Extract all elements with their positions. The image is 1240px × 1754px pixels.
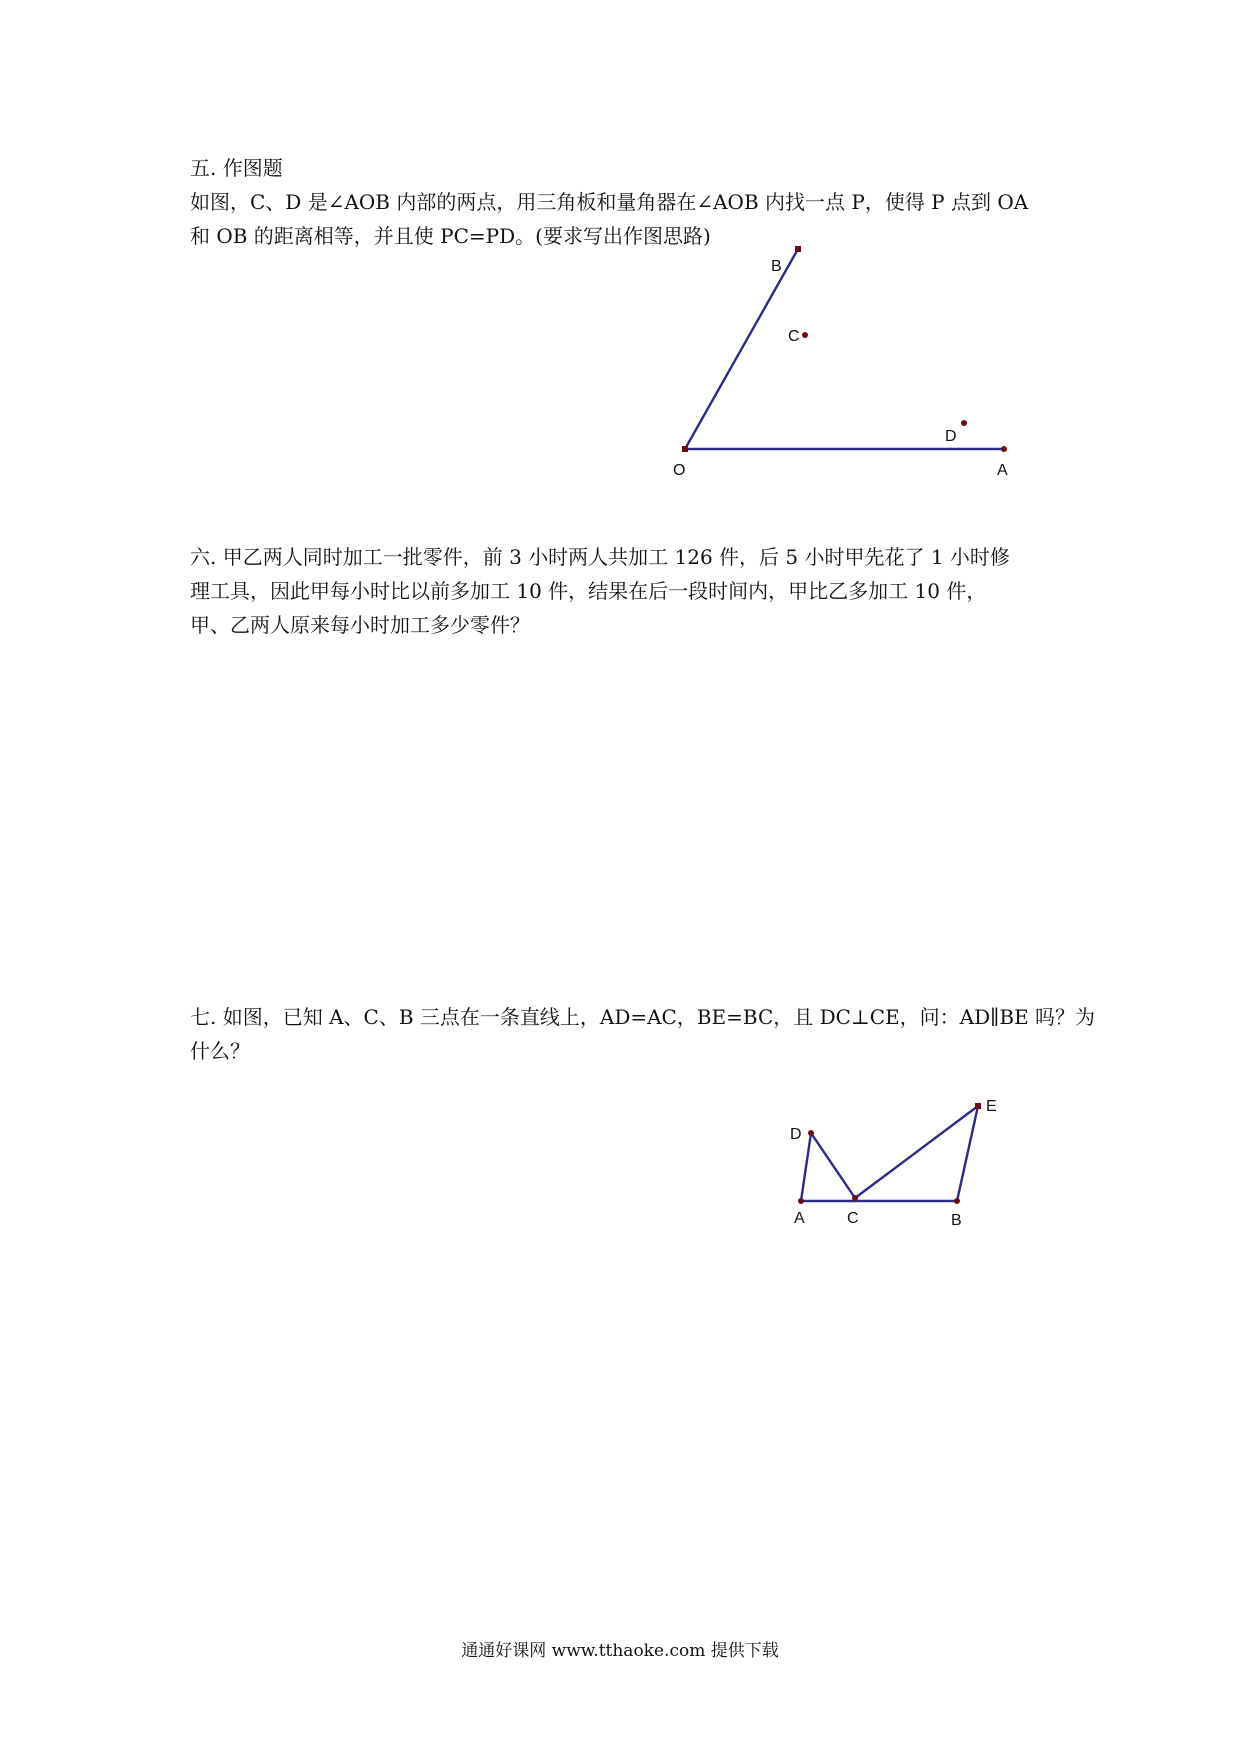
point-d [808, 1130, 814, 1136]
point-b [954, 1198, 960, 1204]
point-o [682, 446, 688, 452]
section-6-line-1: 六. 甲乙两人同时加工一批零件，前 3 小时两人共加工 126 件，后 5 小时甲先花了 1 小时修 [190, 545, 1010, 569]
section-7-line-2: 什么？ [190, 1039, 250, 1063]
label-d: D [790, 1126, 802, 1143]
section-5-line-2: 和 OB 的距离相等，并且使 PC=PD。(要求写出作图思路) [190, 224, 711, 248]
section-7 [190, 1000, 1096, 1068]
footer-credit: 通通好课网 www.tthaoke.com 提供下载 [461, 1641, 779, 1661]
segment-dc [811, 1133, 855, 1198]
section-6 [190, 540, 1070, 642]
section-5-line-1: 如图，C、D 是∠AOB 内部的两点，用三角板和量角器在∠AOB 内找一点 P，使得 P 点到 OA [190, 190, 1029, 214]
point-e [975, 1103, 981, 1109]
ray-ob [685, 249, 798, 449]
label-a: A [997, 462, 1008, 479]
label-d: D [945, 428, 957, 445]
section-5-heading: 五. 作图题 [190, 156, 283, 180]
label-b: B [951, 1212, 962, 1229]
point-d [961, 420, 967, 426]
segment-ad [801, 1133, 811, 1201]
label-a: A [794, 1210, 805, 1227]
section-6-line-2: 理工具，因此甲每小时比以前多加工 10 件，结果在后一段时间内，甲比乙多加工 10 件， [190, 579, 987, 603]
section-6-line-3: 甲、乙两人原来每小时加工多少零件？ [190, 613, 530, 637]
label-b: B [771, 258, 782, 275]
triangle-figure [780, 1090, 1010, 1240]
point-c [802, 332, 808, 338]
label-c: C [847, 1210, 859, 1227]
point-c [852, 1195, 858, 1201]
angle-aob-figure [660, 240, 1040, 480]
point-a [1001, 446, 1007, 452]
point-b [795, 246, 801, 252]
label-o: O [673, 462, 686, 479]
section-5 [190, 151, 1070, 253]
point-a [798, 1198, 804, 1204]
section-7-line-1: 七. 如图，已知 A、C、B 三点在一条直线上，AD=AC，BE=BC，且 DC⊥CE，问：AD∥BE 吗？为 [190, 1005, 1096, 1029]
label-c: C [788, 328, 800, 345]
label-e: E [986, 1098, 997, 1115]
